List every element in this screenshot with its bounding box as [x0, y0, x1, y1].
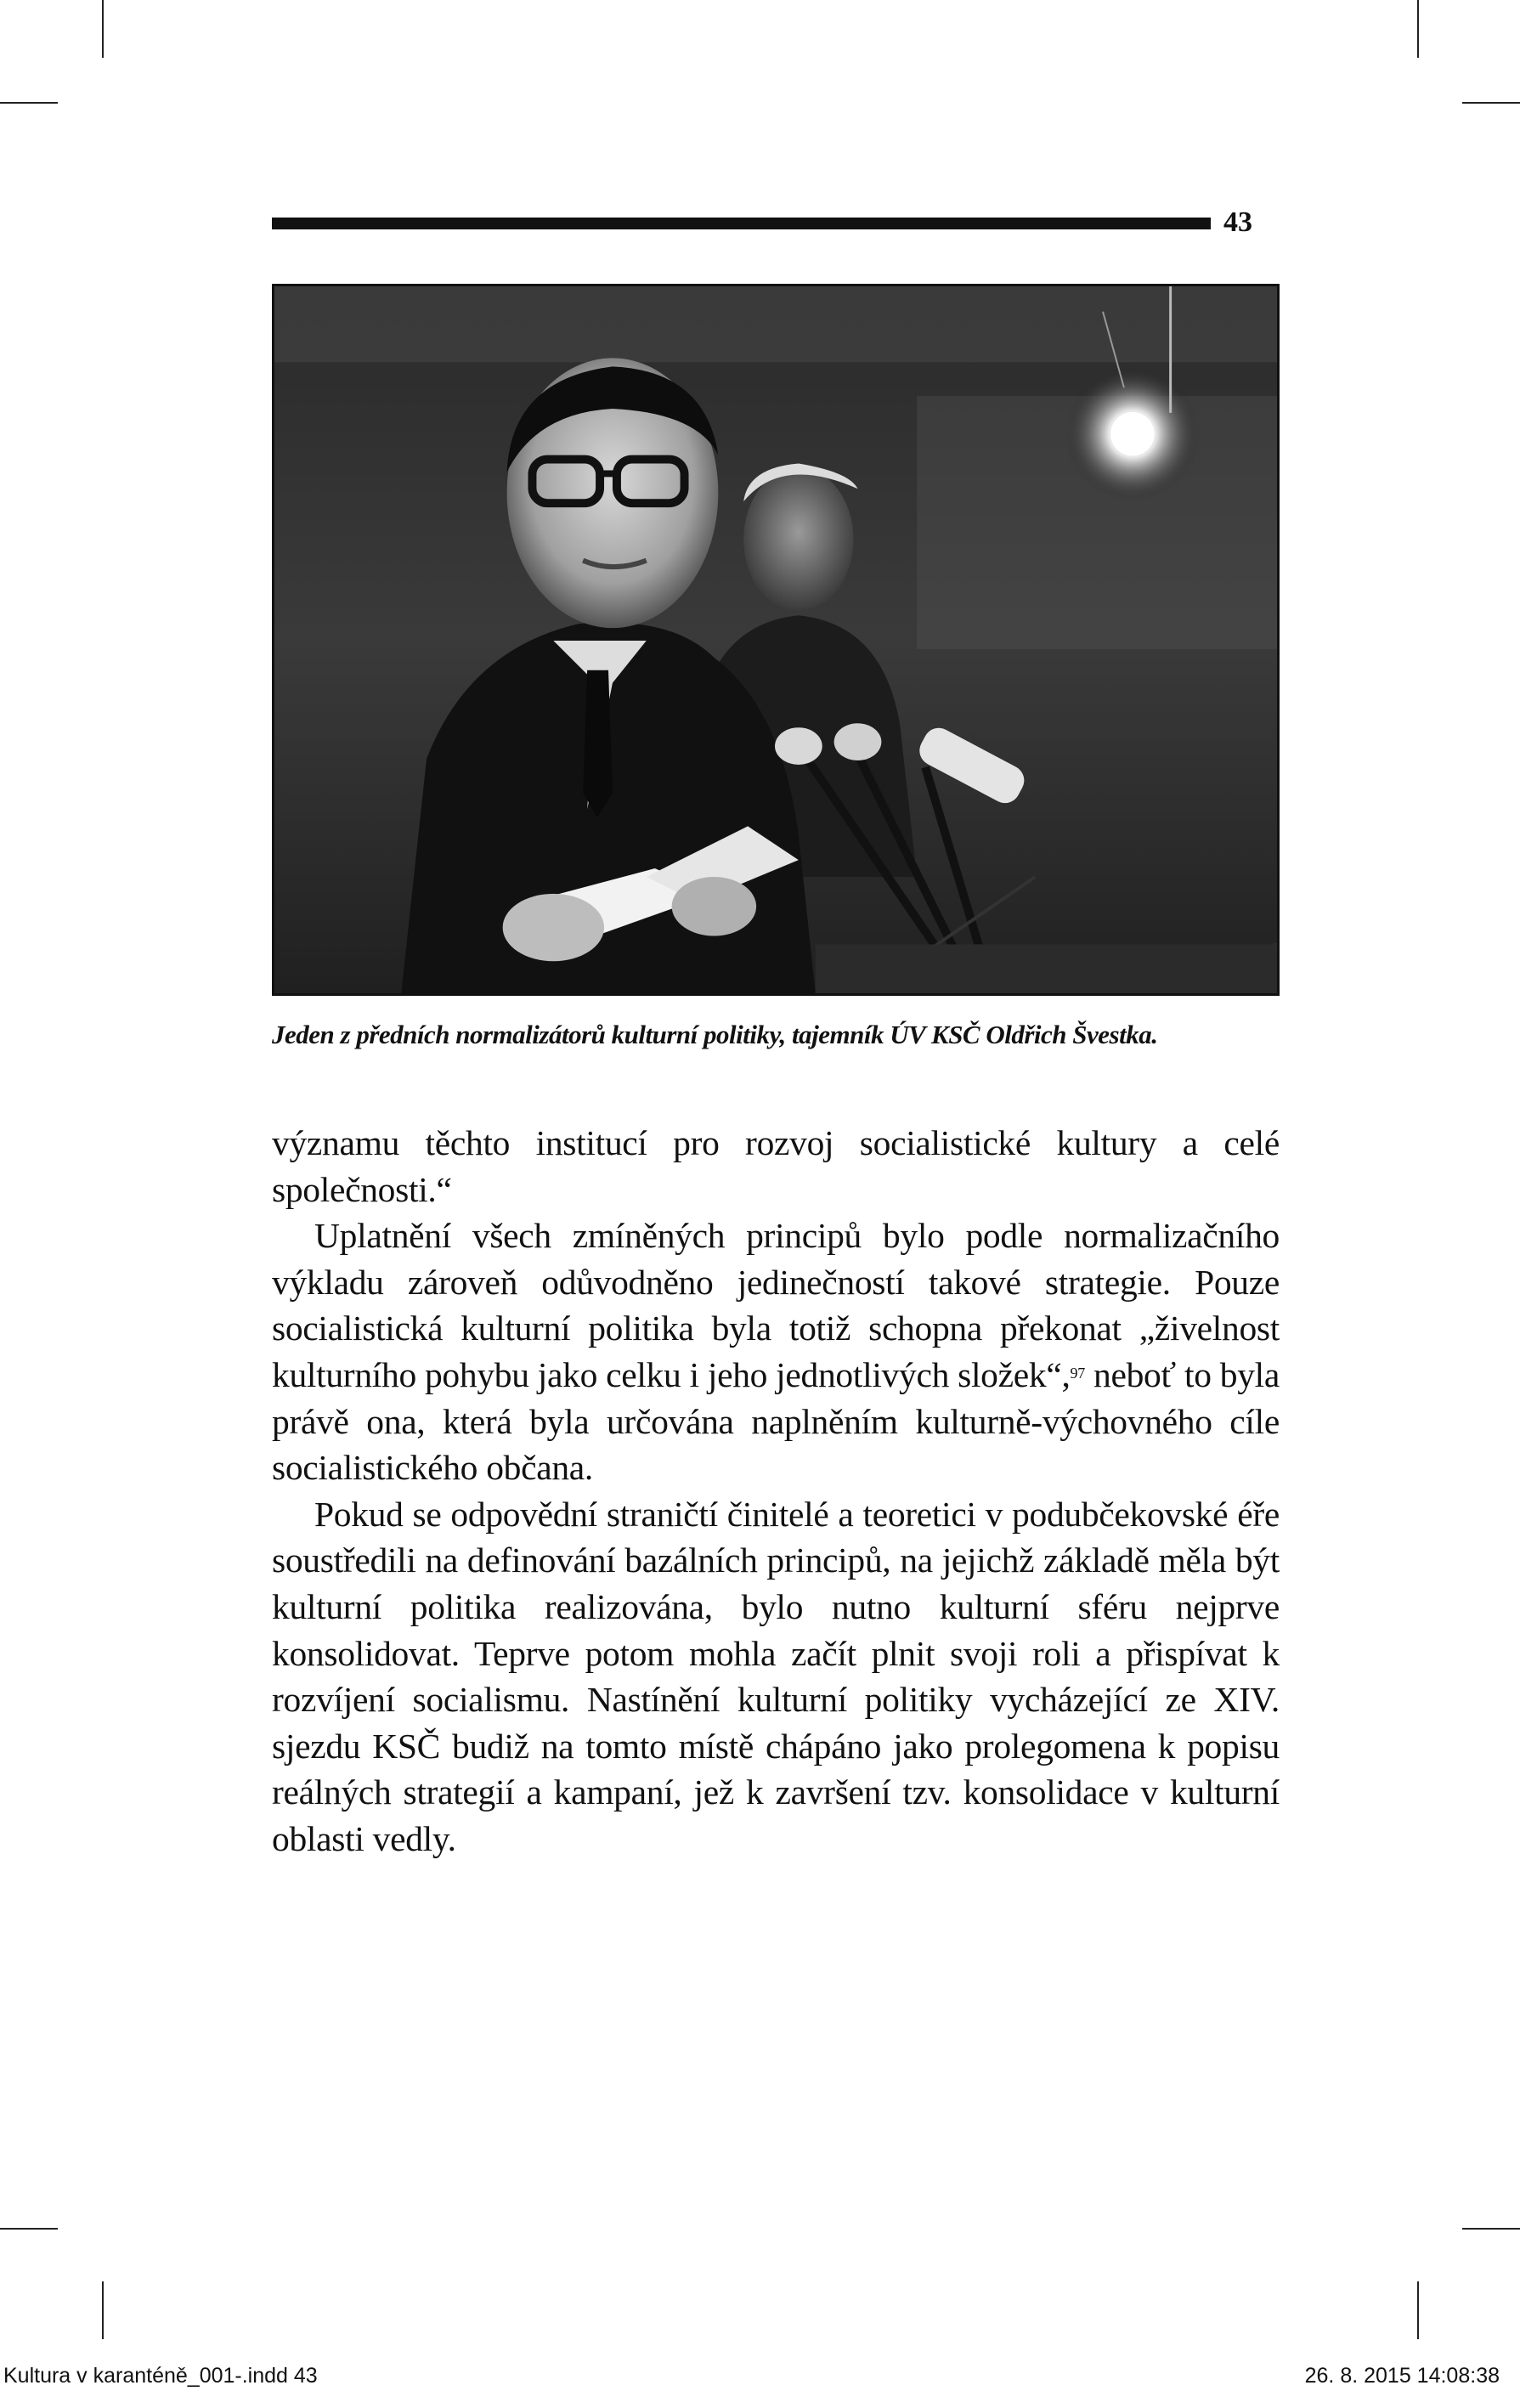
paragraph: Pokud se odpovědní straničtí činitelé a teoretici v podubčekovské éře soustředili na definování bazálních principů, na jejichž základě měla být kulturní politika realizována, bylo nutno kulturní sféru nejprve konsolidovat. Teprve potom mohla začít plnit svoji roli a přispívat k rozvíjení socialismu. Nastínění kulturní politiky vycházející ze XIV. sjezdu KSČ budiž na tomto místě chápáno jako prolegomena k popisu reálných strategií a kampaní, jež k završení tzv. konsolidace v kulturní oblasti vedly.: [272, 1494, 1280, 1858]
footer-file-label: Kultura v karanténě_001-.indd 43: [3, 2364, 318, 2388]
body-text: [272, 1120, 1280, 1863]
crop-mark: [102, 0, 104, 58]
paragraph-text: Uplatnění všech zmíněných principů bylo podle normalizačního výkladu zároveň odůvodněno jedinečností takové strategie. Pouze socialistická kulturní politika byla totiž schopna překonat „živelnost kulturního pohybu jako celku i jeho jednotlivých složek“,: [272, 1216, 1280, 1394]
header-rule: [272, 218, 1211, 229]
photograph-two-men-at-microphones-icon: [274, 286, 1277, 993]
crop-mark: [102, 2281, 104, 2339]
crop-mark: [1417, 0, 1419, 58]
footer-timestamp: 26. 8. 2015 14:08:38: [1304, 2364, 1500, 2388]
crop-mark: [0, 102, 58, 104]
paragraph-text: neboť to byla právě ona, která byla určována naplněním kulturně-výchovného cíle socialistického občana.: [272, 1354, 1280, 1488]
figure-caption: Jeden z předních normalizátorů kulturní politiky, tajemník ÚV KSČ Oldřich Švestka.: [272, 1020, 1158, 1049]
crop-mark: [1462, 2228, 1520, 2230]
photograph: [272, 284, 1280, 996]
crop-mark: [1417, 2281, 1419, 2339]
paragraph: [272, 1212, 1280, 1491]
paragraph: významu těchto institucí pro rozvoj socialistické kultury a celé společnosti.“: [272, 1123, 1280, 1209]
footnote-reference[interactable]: 97: [1070, 1364, 1085, 1382]
crop-mark: [1462, 102, 1520, 104]
page-number: 43: [1223, 206, 1252, 238]
crop-mark: [0, 2228, 58, 2230]
